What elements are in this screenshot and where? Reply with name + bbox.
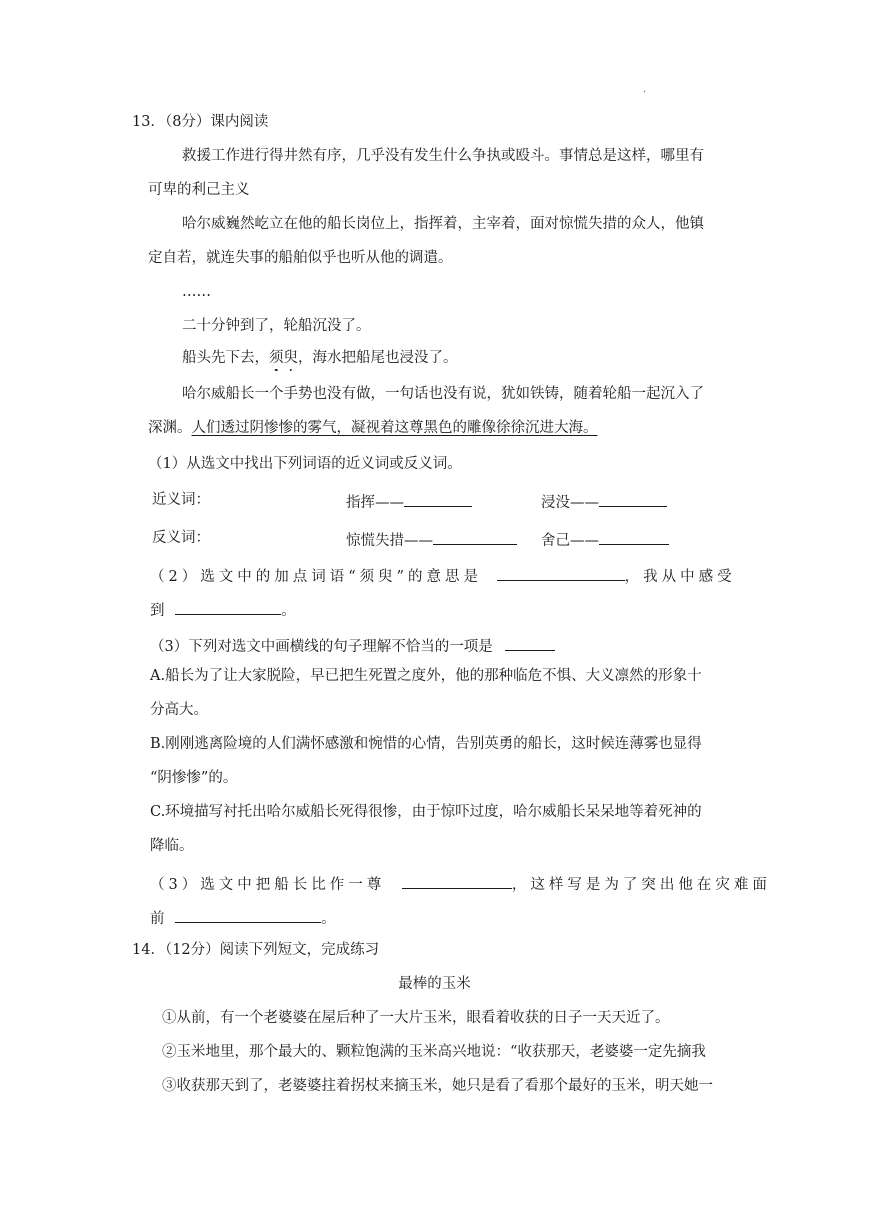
question-text: （2）选文中的加点词语“须臾”的意思是 xyxy=(150,569,483,585)
answer-blank[interactable] xyxy=(433,528,517,545)
header-mark: . xyxy=(643,84,647,95)
answer-blank[interactable] xyxy=(175,598,281,615)
question-text: （3）下列对选文中画横线的句子理解不恰当的一项是 xyxy=(150,639,493,655)
passage-line: 救援工作进行得井然有序，几乎没有发生什么争执或殴斗。事情总是这样，哪里有 xyxy=(182,148,704,164)
passage-line: 二十分钟到了，轮船沉没了。 xyxy=(182,318,371,334)
story-paragraph-3: ③收获那天到了，老婆婆拄着拐杖来摘玉米，她只是看了看那个最好的玉米，明天她一 xyxy=(162,1078,713,1094)
answer-blank[interactable] xyxy=(402,872,512,889)
question-text: ，我从中感受 xyxy=(624,569,736,585)
story-paragraph-2: ②玉米地里，那个最大的、颗粒饱满的玉米高兴地说：“收获那天，老婆婆一定先摘我 xyxy=(162,1044,706,1060)
passage-line: 哈尔威巍然屹立在他的船长岗位上，指挥着，主宰着，面对惊慌失措的众人，他镇 xyxy=(182,216,704,232)
answer-blank[interactable] xyxy=(599,528,669,545)
sub-question-2 xyxy=(150,564,736,587)
underlined-sentence: 人们透过阴惨惨的雾气，凝视着这尊黑色的雕像徐徐沉进大海。 xyxy=(191,420,598,436)
question-text: ，这样写是为了突出他在灾难面 xyxy=(511,877,771,893)
passage-text: 深渊。 xyxy=(148,420,192,436)
emphasis-dot-char: 须 xyxy=(269,350,284,366)
word: 舍己—— xyxy=(541,533,599,549)
question-text: 。 xyxy=(321,911,336,927)
passage-line: 定自若，就连失事的船舶似乎也听从他的调遣。 xyxy=(148,250,453,266)
word: 惊慌失措—— xyxy=(346,533,433,549)
passage-line-dotted-word xyxy=(182,348,458,368)
sub-question-4 xyxy=(150,872,771,895)
passage-line-underlined xyxy=(148,418,598,438)
synonym-label: 近义词： xyxy=(152,492,210,508)
passage-line: 哈尔威船长一个手势也没有做，一句话也没有说，犹如铁铸，随着轮船一起沉入了 xyxy=(182,386,704,402)
question-14-heading: 14．（12分）阅读下列短文，完成练习 xyxy=(132,942,380,958)
question-text: 前 xyxy=(150,911,165,927)
synonym-item-2 xyxy=(541,490,667,513)
passage-text: 船头先下去， xyxy=(182,350,269,366)
option-c-line-1: C.环境描写衬托出哈尔威船长死得很惨，由于惊吓过度，哈尔威船长呆呆地等着死神的 xyxy=(150,804,702,820)
answer-blank[interactable] xyxy=(505,634,555,651)
answer-blank[interactable] xyxy=(175,906,321,923)
antonym-item-2 xyxy=(541,528,669,551)
passage-text: ，海水把船尾也浸没了。 xyxy=(298,350,458,366)
option-a-line-2: 分高大。 xyxy=(150,702,208,718)
answer-blank[interactable] xyxy=(404,490,472,507)
question-text: （3）选文中把船长比作一尊 xyxy=(150,877,386,893)
passage-ellipsis: …… xyxy=(182,284,211,300)
option-c-line-2: 降临。 xyxy=(150,838,194,854)
option-b-line-1: B.刚刚逃离险境的人们满怀感激和惋惜的心情，告别英勇的船长，这时候连薄雾也显得 xyxy=(150,736,702,752)
sub-question-4-cont xyxy=(150,906,336,929)
word: 指挥—— xyxy=(346,495,404,511)
passage-line: 可卑的利己主义 xyxy=(148,182,250,198)
sub-question-3 xyxy=(150,634,555,657)
sub-question-2-cont xyxy=(150,598,296,621)
emphasis-dot-char: 臾 xyxy=(283,350,298,366)
antonym-item-1 xyxy=(346,528,517,551)
option-b-line-2: “阴惨惨”的。 xyxy=(150,770,238,786)
antonym-label: 反义词： xyxy=(152,530,210,546)
story-title: 最棒的玉米 xyxy=(398,976,471,992)
option-a-line-1: A.船长为了让大家脱险，早已把生死置之度外，他的那种临危不惧、大义凛然的形象十 xyxy=(150,668,702,684)
synonym-item-1 xyxy=(346,490,472,513)
sub-question-1: （1）从选文中找出下列词语的近义词或反义词。 xyxy=(148,456,462,472)
story-paragraph-1: ①从前，有一个老婆婆在屋后种了一大片玉米，眼看着收获的日子一天天近了。 xyxy=(162,1010,670,1026)
word: 浸没—— xyxy=(541,495,599,511)
question-text: 到 xyxy=(150,603,165,619)
answer-blank[interactable] xyxy=(497,564,625,581)
answer-blank[interactable] xyxy=(599,490,667,507)
question-13-heading: 13．（8分）课内阅读 xyxy=(132,114,269,130)
question-text: 。 xyxy=(281,603,296,619)
